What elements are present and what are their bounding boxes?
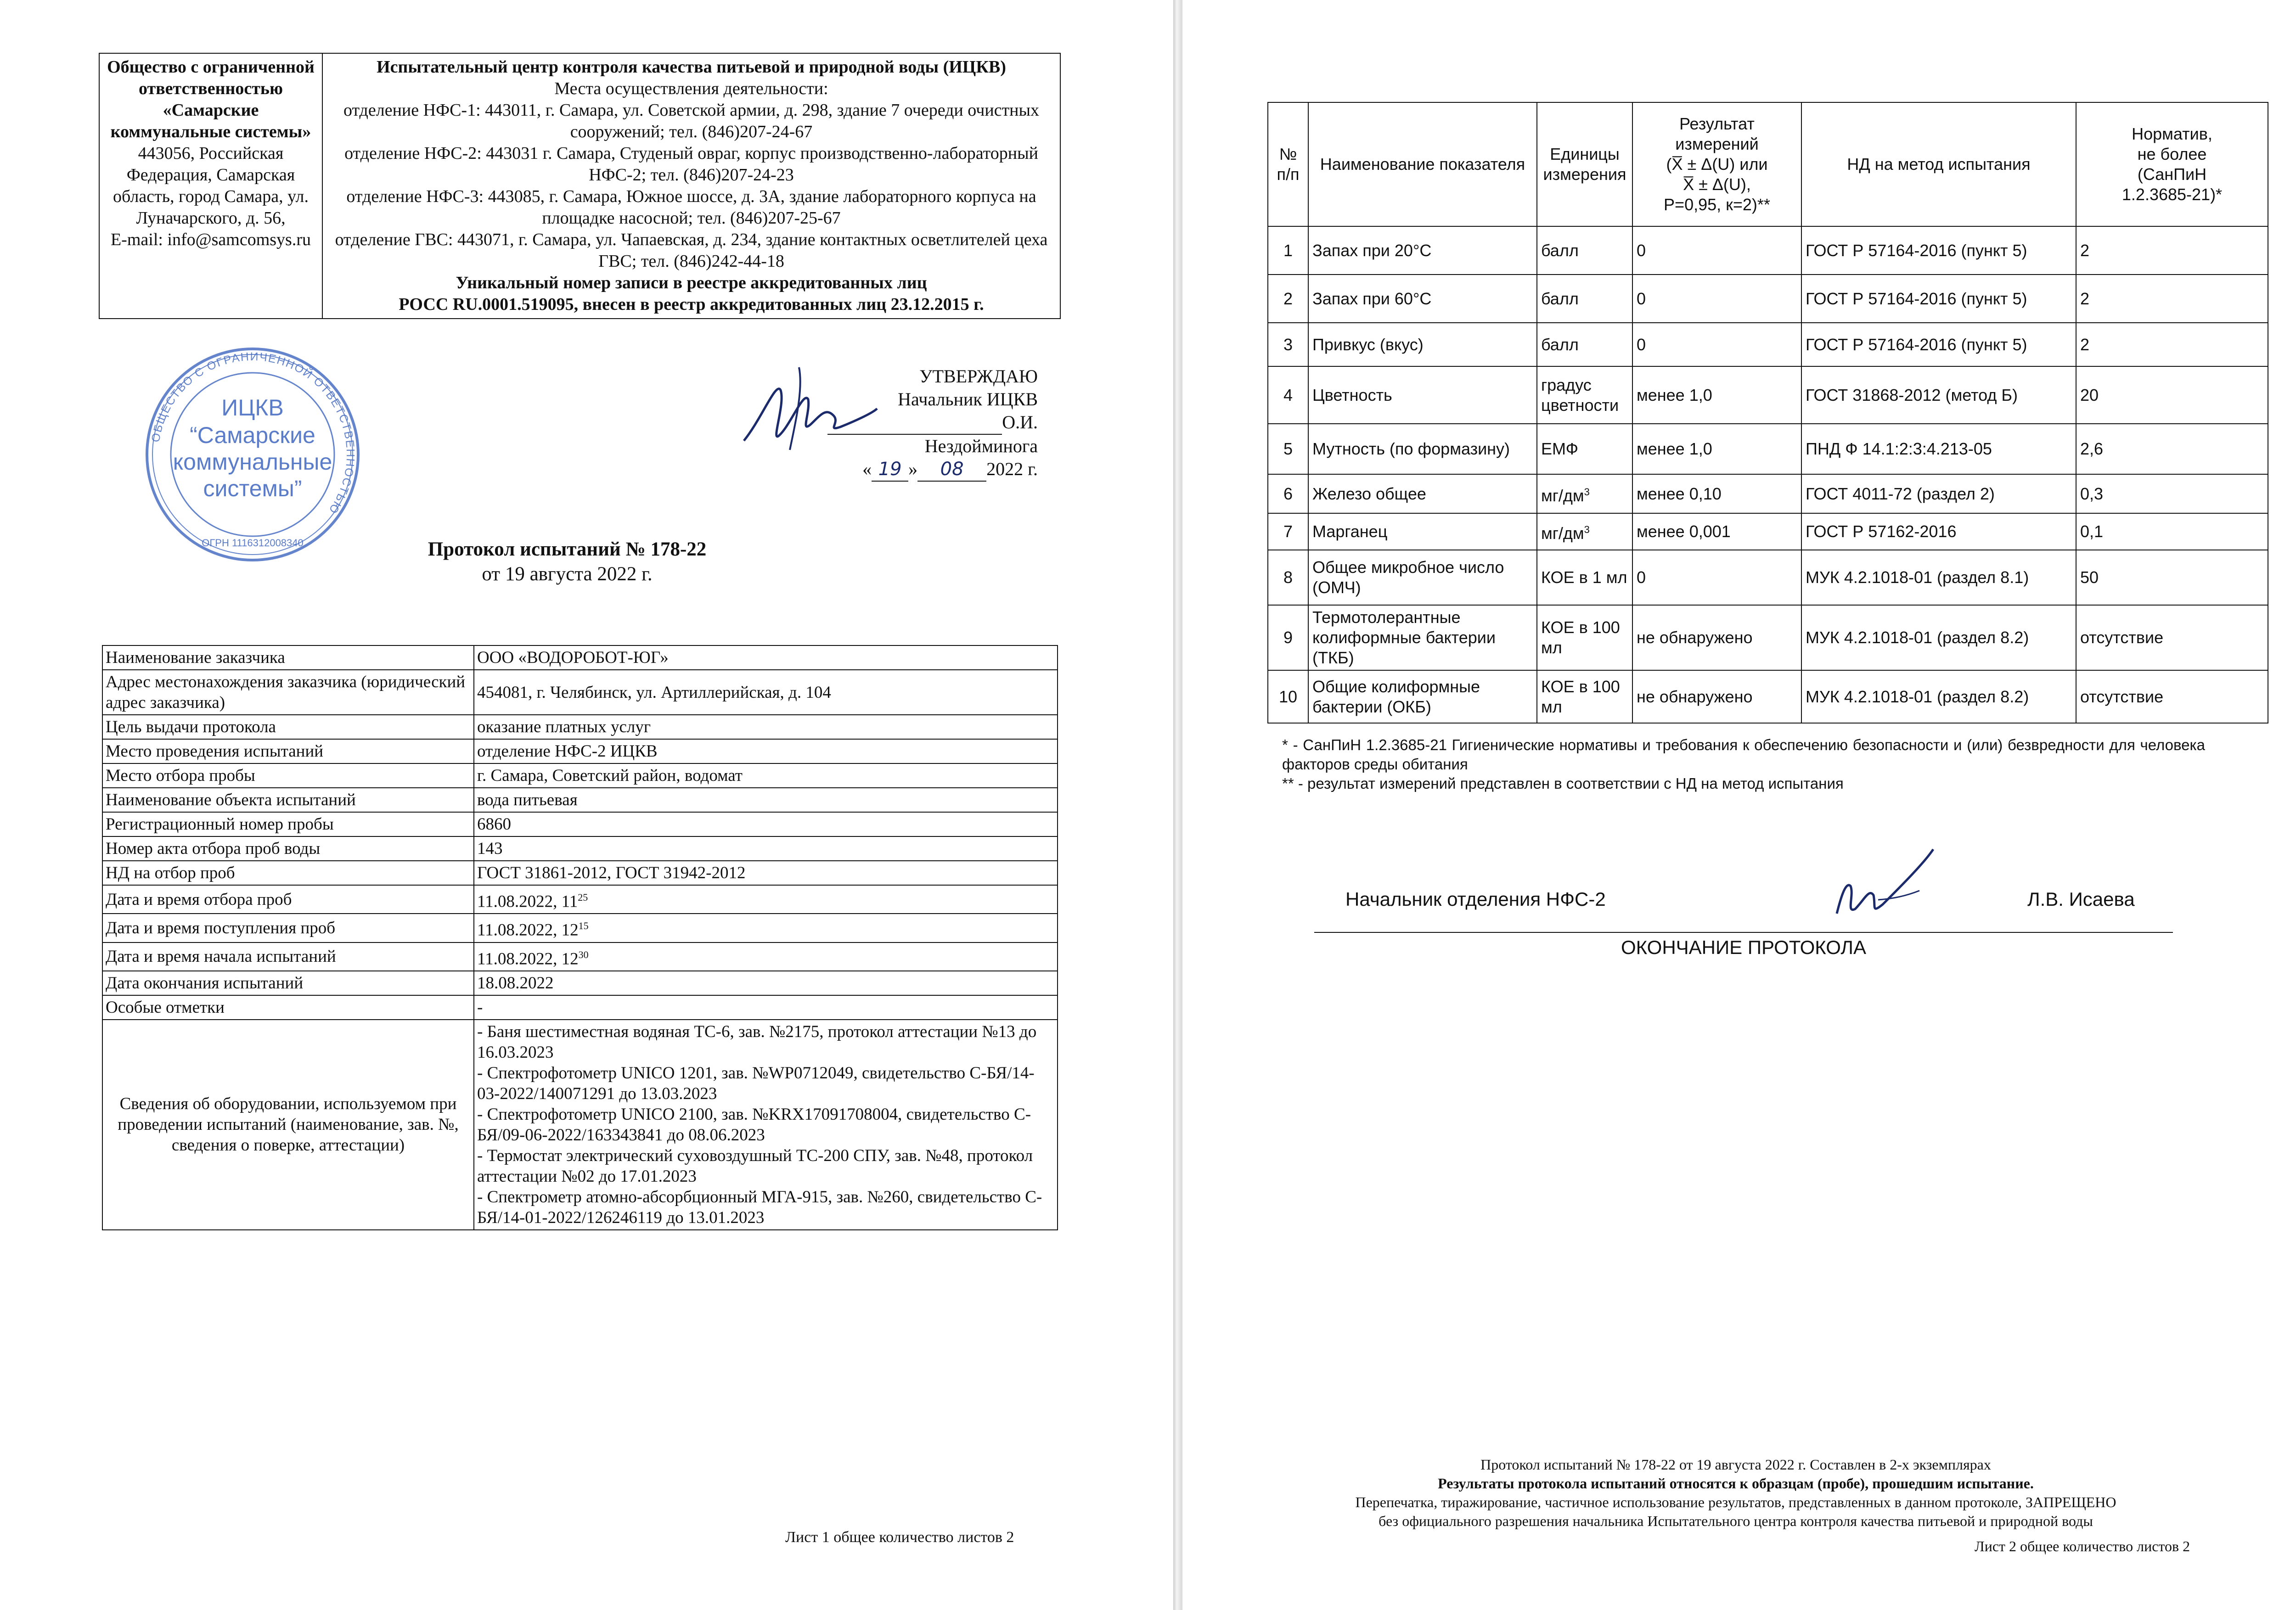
result-norm-text: 0,1: [2080, 522, 2104, 541]
result-num-text: 2: [1283, 289, 1293, 308]
place-nfs3: отделение НФС-3: 443085, г. Самара, Южное шоссе, д. 3А, здание лабораторного корпуса на площадке насосной; тел. (846)207-25-67: [346, 187, 1036, 228]
result-unit: [1537, 474, 1632, 513]
result-unit: [1537, 275, 1632, 323]
result-name: [1308, 226, 1537, 275]
result-row: [1268, 605, 2268, 670]
page-1-footer: Лист 1 общее количество листов 2: [785, 1529, 1014, 1546]
result-name-text: Мутность (по формазину): [1312, 439, 1510, 458]
disclaimer: [1267, 1455, 2204, 1531]
result-name-text: Марганец: [1312, 522, 1388, 541]
result-value-text: менее 0,10: [1637, 484, 1722, 503]
col-units: Единицы измерения: [1537, 102, 1632, 226]
info-value: [474, 836, 1058, 861]
info-row: [102, 812, 1058, 836]
result-unit: [1537, 323, 1632, 366]
protocol-date: от 19 августа 2022 г.: [482, 563, 653, 585]
result-norm: [2076, 474, 2268, 513]
col-norm-line: 1.2.3685-21)*: [2122, 185, 2223, 204]
result-method: [1801, 605, 2076, 670]
info-key: Место отбора пробы: [102, 763, 474, 788]
info-row: [102, 914, 1058, 942]
result-row: [1268, 670, 2268, 723]
result-unit-text: балл: [1541, 241, 1579, 260]
unit-exponent: 3: [1584, 524, 1590, 535]
info-key: Номер акта отбора проб воды: [102, 836, 474, 861]
result-value: [1632, 366, 1801, 424]
result-name-text: Общие колиформные бактерии (ОКБ): [1312, 677, 1480, 716]
result-value: [1632, 323, 1801, 366]
result-name: [1308, 513, 1537, 550]
result-num-text: 1: [1283, 241, 1293, 260]
info-row: [102, 739, 1058, 763]
info-key: Место проведения испытаний: [102, 739, 474, 763]
approve-month: 08: [917, 458, 986, 482]
approve-signature-line: [827, 411, 1002, 435]
result-method: [1801, 424, 2076, 474]
result-norm: [2076, 670, 2268, 723]
info-value-text: 11.08.2022, 12: [477, 949, 579, 968]
result-norm-text: 2: [2080, 241, 2090, 260]
protocol-heading: [349, 537, 785, 587]
approve-name: О.И. Нездойминога: [924, 412, 1038, 456]
result-name: [1308, 275, 1537, 323]
page-2-footer: Лист 2 общее количество листов 2: [1975, 1538, 2190, 1554]
result-name-text: Термотолерантные колиформные бактерии (ТКБ): [1312, 608, 1496, 667]
result-num-text: 9: [1283, 628, 1293, 647]
result-method: [1801, 226, 2076, 275]
result-value: [1632, 424, 1801, 474]
info-value-text: 11.08.2022, 11: [477, 892, 578, 911]
result-row: [1268, 513, 2268, 550]
info-value-text: 454081, г. Челябинск, ул. Артиллерийская, д. 104: [477, 683, 831, 702]
info-value: [474, 645, 1058, 670]
places-label: Места осуществления деятельности:: [554, 79, 828, 98]
org-address: 443056, Российская Федерация, Самарская область, город Самара, ул. Луначарского, д. 56,: [113, 144, 309, 228]
organization-cell: [99, 53, 322, 319]
equipment-list: [474, 1020, 1058, 1230]
result-norm: [2076, 275, 2268, 323]
result-norm: [2076, 550, 2268, 605]
info-value: [474, 885, 1058, 914]
result-unit-text: мг/дм: [1541, 524, 1584, 543]
result-name-text: Запах при 60°С: [1312, 289, 1432, 308]
sample-info-table: [102, 645, 1058, 1230]
result-name: [1308, 550, 1537, 605]
approve-year: 2022 г.: [986, 459, 1038, 479]
info-key: Дата окончания испытаний: [102, 971, 474, 995]
result-name-text: Общее микробное число (ОМЧ): [1312, 558, 1504, 597]
page-gutter: [1173, 0, 1182, 1610]
result-method: [1801, 474, 2076, 513]
info-key: Дата и время начала испытаний: [102, 942, 474, 971]
result-num-text: 4: [1283, 385, 1293, 404]
equipment-item: - Спектрофотометр UNICO 2100, зав. №KRX17091708004, свидетельство С-БЯ/09-06-2022/163343841 до 08.06.2023: [477, 1105, 1031, 1144]
accreditation-line-2: РОСС RU.0001.519095, внесен в реестр аккредитованных лиц 23.12.2015 г.: [399, 295, 984, 314]
result-value-text: 0: [1637, 568, 1646, 587]
result-method: [1801, 323, 2076, 366]
result-num-text: 10: [1278, 687, 1298, 706]
result-method: [1801, 550, 2076, 605]
result-name: [1308, 323, 1537, 366]
info-value-text: 143: [477, 839, 503, 858]
info-row: [102, 763, 1058, 788]
col-result: [1632, 102, 1801, 226]
place-nfs2: отделение НФС-2: 443031 г. Самара, Студеный овраг, корпус производственно-лабораторный НФС-2; тел. (846)207-24-23: [344, 144, 1038, 185]
result-method: [1801, 513, 2076, 550]
col-result-line: P=0,95, к=2)**: [1664, 195, 1770, 214]
approve-position: Начальник ИЦКВ: [898, 389, 1038, 410]
approve-title: УТВЕРЖДАЮ: [919, 366, 1038, 387]
result-norm: [2076, 424, 2268, 474]
org-name: Общество с ограниченной ответственностью «Самарские коммунальные системы»: [107, 57, 315, 141]
col-norm-line: Норматив,: [2132, 124, 2212, 143]
approval-block: УТВЕРЖДАЮ Начальник ИЦКВ О.И. Нездойминога « 19 » 08 2022 г.: [726, 365, 1038, 482]
result-row: [1268, 474, 2268, 513]
stamp-ring-text: ОБЩЕСТВО С ОГРАНИЧЕННОЙ ОТВЕТСТВЕННОСТЬЮ: [149, 350, 357, 516]
info-value: [474, 788, 1058, 812]
col-num: № п/п: [1268, 102, 1308, 226]
organization-stamp: [138, 347, 367, 562]
result-unit-text: КОЕ в 1 мл: [1541, 568, 1627, 587]
approve-day: 19: [872, 458, 908, 482]
result-name: [1308, 474, 1537, 513]
result-method: [1801, 670, 2076, 723]
stamp-ogrn: ОГРН 1116312008340: [202, 537, 304, 549]
info-row: [102, 885, 1058, 914]
result-name: [1308, 670, 1537, 723]
result-unit: [1537, 226, 1632, 275]
result-value: [1632, 605, 1801, 670]
result-num: [1268, 550, 1308, 605]
result-unit: [1537, 550, 1632, 605]
result-method: [1801, 275, 2076, 323]
result-value: [1632, 474, 1801, 513]
disclaimer-line-2: Результаты протокола испытаний относятся к образцам (пробе), прошедшим испытание.: [1438, 1475, 2034, 1492]
result-row: [1268, 226, 2268, 275]
result-name: [1308, 424, 1537, 474]
result-norm: [2076, 513, 2268, 550]
result-value-text: 0: [1637, 335, 1646, 354]
info-value: [474, 942, 1058, 971]
result-unit-text: балл: [1541, 335, 1579, 354]
info-row: [102, 715, 1058, 739]
result-row: [1268, 550, 2268, 605]
end-divider: [1314, 932, 2173, 933]
info-value: [474, 914, 1058, 942]
info-value: [474, 670, 1058, 715]
result-row: [1268, 275, 2268, 323]
disclaimer-line-4: без официального разрешения начальника Испытательного центра контроля качества питьевой и природной воды: [1379, 1513, 2093, 1529]
result-value-text: 0: [1637, 241, 1646, 260]
info-row: [102, 995, 1058, 1020]
info-row: [102, 670, 1058, 715]
result-norm-text: 50: [2080, 568, 2099, 587]
result-value-text: не обнаружено: [1637, 628, 1753, 647]
info-value-text: 18.08.2022: [477, 973, 554, 993]
result-num: [1268, 670, 1308, 723]
result-unit-text: градус цветности: [1541, 375, 1619, 415]
result-value-text: менее 1,0: [1637, 385, 1712, 404]
disclaimer-line-1: Протокол испытаний № 178-22 от 19 августа 2022 г. Составлен в 2-х экземплярах: [1480, 1456, 1991, 1473]
stamp-line-3: коммунальные: [173, 449, 332, 475]
result-num-text: 8: [1283, 568, 1293, 587]
info-value: [474, 715, 1058, 739]
stamp-line-1: ИЦКВ: [221, 395, 284, 421]
result-num-text: 6: [1283, 484, 1293, 503]
result-name-text: Привкус (вкус): [1312, 335, 1424, 354]
equipment-item: - Спектрофотометр UNICO 1201, зав. №WP0712049, свидетельство С-БЯ/14-03-2022/140071291 до 13.03.2023: [477, 1063, 1035, 1103]
result-value: [1632, 550, 1801, 605]
result-method-text: ГОСТ Р 57164-2016 (пункт 5): [1806, 289, 2027, 308]
result-method-text: ГОСТ Р 57164-2016 (пункт 5): [1806, 335, 2027, 354]
result-value: [1632, 226, 1801, 275]
result-value: [1632, 513, 1801, 550]
result-unit-text: ЕМФ: [1541, 439, 1578, 458]
info-value-text: г. Самара, Советский район, водомат: [477, 766, 743, 785]
result-method-text: МУК 4.2.1018-01 (раздел 8.1): [1806, 568, 2029, 587]
col-norm-line: не более: [2137, 145, 2207, 163]
time-minutes: 15: [578, 920, 589, 932]
result-norm-text: 20: [2080, 385, 2099, 404]
result-unit-text: мг/дм: [1541, 486, 1584, 505]
info-row: [102, 836, 1058, 861]
info-value-text: 6860: [477, 815, 511, 834]
result-norm-text: 0,3: [2080, 484, 2104, 503]
result-norm-text: 2: [2080, 335, 2090, 354]
stamp-line-4: системы”: [203, 476, 302, 501]
result-num: [1268, 366, 1308, 424]
result-norm: [2076, 323, 2268, 366]
result-num: [1268, 275, 1308, 323]
result-unit: [1537, 605, 1632, 670]
col-name: Наименование показателя: [1308, 102, 1537, 226]
info-key: Дата и время отбора проб: [102, 885, 474, 914]
result-unit: [1537, 366, 1632, 424]
info-value-text: отделение НФС-2 ИЦКВ: [477, 742, 658, 761]
accreditation-line-1: Уникальный номер записи в реестре аккредитованных лиц: [456, 273, 927, 292]
result-num-text: 5: [1283, 439, 1293, 458]
info-value: [474, 739, 1058, 763]
result-num-text: 7: [1283, 522, 1293, 541]
result-name: [1308, 605, 1537, 670]
result-method-text: ГОСТ 4011-72 (раздел 2): [1806, 484, 1995, 503]
end-of-protocol: ОКОНЧАНИЕ ПРОТОКОЛА: [1621, 937, 1867, 958]
info-value-text: оказание платных услуг: [477, 718, 651, 736]
disclaimer-line-3: Перепечатка, тиражирование, частичное использование результатов, представленных в данном протоколе, ЗАПРЕЩЕНО: [1355, 1494, 2116, 1510]
info-row: [102, 788, 1058, 812]
col-method: НД на метод испытания: [1801, 102, 2076, 226]
col-result-line: (X̅ ± Δ(U) или: [1666, 155, 1768, 174]
result-num-text: 3: [1283, 335, 1293, 354]
equipment-label: Сведения об оборудовании, используемом при проведении испытаний (наименование, зав. №, сведения о поверке, аттестации): [102, 1020, 474, 1230]
result-value: [1632, 275, 1801, 323]
info-key: НД на отбор проб: [102, 861, 474, 885]
info-key: Наименование объекта испытаний: [102, 788, 474, 812]
lab-cell: [322, 53, 1060, 319]
result-value-text: менее 1,0: [1637, 439, 1712, 458]
equipment-item: - Спектрометр атомно-абсорбционный МГА-915, зав. №260, свидетельство С-БЯ/14-01-2022/126246119 до 13.01.2023: [477, 1187, 1042, 1227]
center-title: Испытательный центр контроля качества питьевой и природной воды (ИЦКВ): [377, 57, 1006, 77]
time-minutes: 25: [578, 892, 588, 903]
result-num: [1268, 513, 1308, 550]
result-value-text: менее 0,001: [1637, 522, 1731, 541]
result-norm-text: отсутствие: [2080, 628, 2164, 647]
result-norm-text: отсутствие: [2080, 687, 2164, 706]
info-row: [102, 861, 1058, 885]
result-row: [1268, 323, 2268, 366]
info-value-text: -: [477, 998, 483, 1017]
result-num: [1268, 605, 1308, 670]
protocol-title: Протокол испытаний № 178-22: [428, 539, 707, 560]
col-norm-line: (СанПиН: [2137, 165, 2207, 184]
result-name-text: Железо общее: [1312, 484, 1426, 503]
result-method-text: МУК 4.2.1018-01 (раздел 8.2): [1806, 687, 2029, 706]
result-unit: [1537, 424, 1632, 474]
footnote-result: ** - результат измерений представлен в соответствии с НД на метод испытания: [1282, 775, 1844, 792]
place-gvs: отделение ГВС: 443071, г. Самара, ул. Чапаевская, д. 234, здание контактных осветлителей цеха ГВС; тел. (846)242-44-18: [335, 230, 1048, 271]
result-method: [1801, 366, 2076, 424]
equipment-item: - Баня шестиместная водяная ТС-6, зав. №2175, протокол аттестации №13 до 16.03.2023: [477, 1022, 1037, 1062]
unit-exponent: 3: [1584, 486, 1590, 498]
info-value: [474, 763, 1058, 788]
result-unit-text: КОЕ в 100 мл: [1541, 677, 1620, 716]
col-result-line: Результат измерений: [1675, 114, 1759, 153]
footnotes: [1282, 735, 2205, 793]
info-row: [102, 971, 1058, 995]
result-row: [1268, 424, 2268, 474]
result-unit: [1537, 513, 1632, 550]
info-key: Наименование заказчика: [102, 645, 474, 670]
info-value: [474, 971, 1058, 995]
result-method-text: ПНД Ф 14.1:2:3:4.213-05: [1806, 439, 1992, 458]
place-nfs1: отделение НФС-1: 443011, г. Самара, ул. Советской армии, д. 298, здание 7 очереди очистных сооружений; тел. (846)207-24-67: [343, 101, 1040, 141]
result-value: [1632, 670, 1801, 723]
equipment-item: - Термостат электрический суховоздушный ТС-200 СПУ, зав. №48, протокол аттестации №02 до 17.01.2023: [477, 1146, 1033, 1186]
info-value-text: ООО «ВОДОРОБОТ-ЮГ»: [477, 648, 669, 667]
time-minutes: 30: [578, 948, 589, 960]
result-norm-text: 2,6: [2080, 439, 2104, 458]
result-row: [1268, 366, 2268, 424]
info-key: Дата и время поступления проб: [102, 914, 474, 942]
equipment-row: [102, 1020, 1058, 1230]
result-method-text: ГОСТ 31868-2012 (метод Б): [1806, 385, 2018, 404]
result-value-text: 0: [1637, 289, 1646, 308]
result-unit-text: балл: [1541, 289, 1579, 308]
stamp-line-2: “Самарские: [190, 422, 315, 448]
org-email: E-mail: info@samcomsys.ru: [110, 230, 311, 249]
signature-nfs2: [1828, 845, 1947, 923]
result-value-text: не обнаружено: [1637, 687, 1753, 706]
info-key: Адрес местонахождения заказчика (юридический адрес заказчика): [102, 670, 474, 715]
result-num: [1268, 424, 1308, 474]
result-num: [1268, 323, 1308, 366]
info-row: [102, 645, 1058, 670]
results-table: [1267, 102, 2268, 724]
letterhead-table: [99, 53, 1061, 319]
result-unit-text: КОЕ в 100 мл: [1541, 618, 1620, 657]
info-value: [474, 861, 1058, 885]
signer-name: Л.В. Исаева: [2027, 888, 2135, 910]
info-key: Регистрационный номер пробы: [102, 812, 474, 836]
result-num: [1268, 226, 1308, 275]
info-value-text: вода питьевая: [477, 791, 578, 809]
info-key: Особые отметки: [102, 995, 474, 1020]
info-value: [474, 995, 1058, 1020]
result-name-text: Цветность: [1312, 385, 1392, 404]
result-method-text: ГОСТ Р 57162-2016: [1806, 522, 1957, 541]
info-value-text: ГОСТ 31861-2012, ГОСТ 31942-2012: [477, 864, 746, 882]
result-name: [1308, 366, 1537, 424]
result-method-text: МУК 4.2.1018-01 (раздел 8.2): [1806, 628, 2029, 647]
result-unit: [1537, 670, 1632, 723]
info-value-text: 11.08.2022, 12: [477, 920, 579, 940]
result-norm: [2076, 366, 2268, 424]
result-norm: [2076, 226, 2268, 275]
footnote-sanpin: * - СанПиН 1.2.3685-21 Гигиенические нормативы и требования к обеспечению безопасности и (или) безвредности для человека факторов среды обитания: [1282, 736, 2205, 773]
info-value: [474, 812, 1058, 836]
col-norm: [2076, 102, 2268, 226]
result-method-text: ГОСТ Р 57164-2016 (пункт 5): [1806, 241, 2027, 260]
result-num: [1268, 474, 1308, 513]
result-norm-text: 2: [2080, 289, 2090, 308]
info-row: [102, 942, 1058, 971]
info-key: Цель выдачи протокола: [102, 715, 474, 739]
result-norm: [2076, 605, 2268, 670]
signer-position: Начальник отделения НФС-2: [1345, 888, 1606, 910]
result-name-text: Запах при 20°С: [1312, 241, 1432, 260]
col-result-line: X̅ ± Δ(U),: [1683, 175, 1751, 194]
